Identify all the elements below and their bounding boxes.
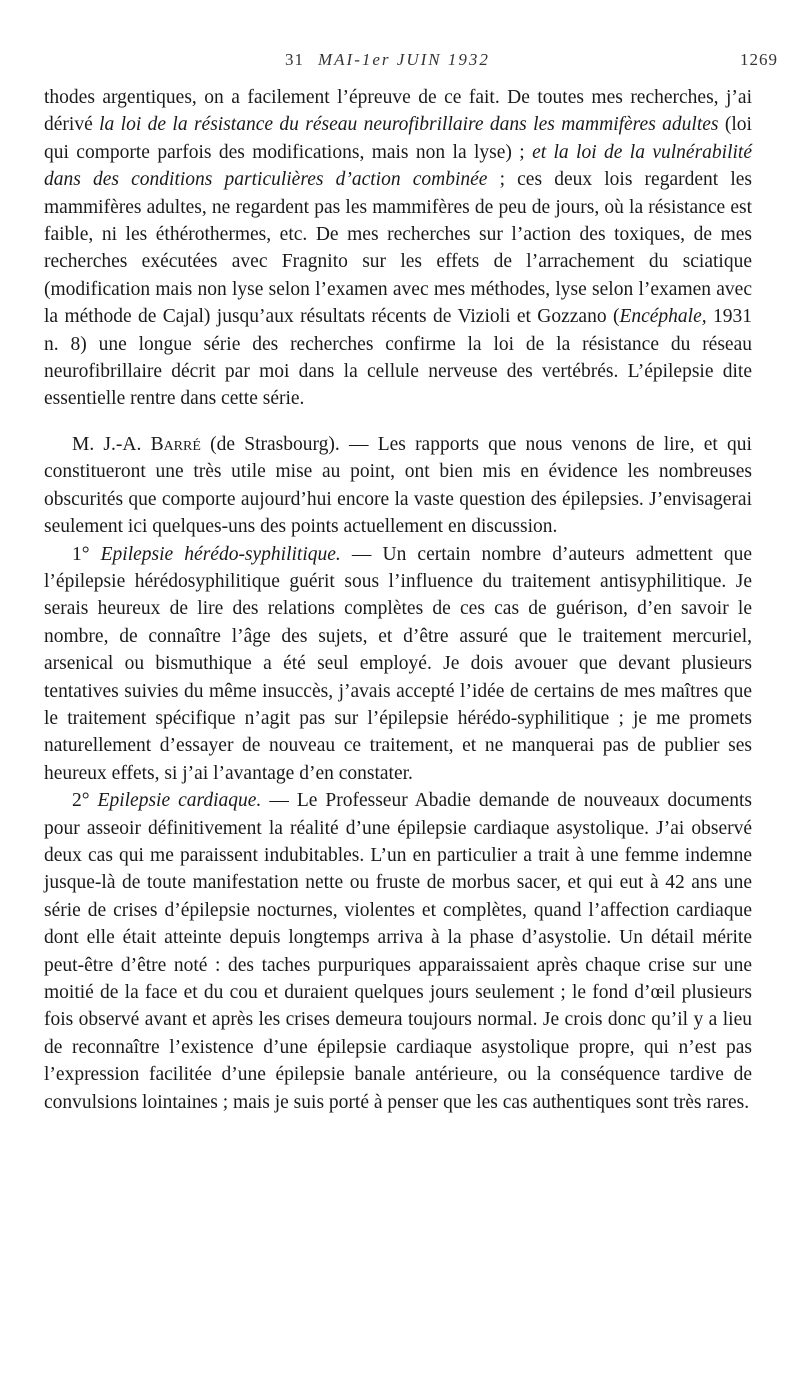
running-header bbox=[0, 50, 800, 74]
italic-run: la loi de la résistance du réseau neurofibrillaire dans les mammifères adultes bbox=[99, 114, 719, 136]
section-heading-italic: Epilepsie hérédo-syphilitique. bbox=[100, 543, 341, 565]
text-run: 1° bbox=[72, 543, 101, 565]
paragraph-barre bbox=[44, 431, 752, 541]
header-date: MAI-1er JUIN 1932 bbox=[318, 50, 490, 69]
text-run: (loi qui comporte parfois des modifications, mais non la lyse) ; bbox=[44, 114, 752, 163]
folio-number: 1269 bbox=[740, 50, 778, 69]
body-text bbox=[44, 84, 752, 1116]
author-name: Barré bbox=[150, 433, 201, 455]
text-run: — Un certain nombre d’auteurs admettent que l’épilepsie hérédosyphilitique guérit sous l’influence du traitement antisyphilitique. Je serais heureux de lire des relations complètes de ces cas de guérison, d’en savoir le nombre, de connaître l’âge des sujets, et d’être assuré que le traitement mercuriel, arsenical ou bismuthique a été seul employé. Je dois avouer que devant plusieurs tentatives suivies du même insuccès, j’avais accepté l’idée de certains de mes maîtres que le traitement spécifique n’agit pas sur l’épilepsie hérédo-syphilitique ; je me promets naturellement d’essayer de nouveau ce traitement, et ne manquerai pas de publier ses heureux effets, si j’ai l’avantage d’en constater. bbox=[44, 543, 752, 784]
text-run: (de Strasbourg). — Les rapports que nous venons de lire, et qui constitueront une très utile mise au point, ont bien mis en évidence les nombreuses obscurités que comporte aujourd’hui encore la vaste question des épilepsies. J’envisagerai seulement ici quelques-uns des points actuellement en discussion. bbox=[44, 433, 752, 538]
text-run: — Le Professeur Abadie demande de nouveaux documents pour asseoir définitivement la réalité d’une épilepsie cardiaque asystolique. J’ai observé deux cas qui me paraissent indubitables. L’un en particulier a trait à une femme indemne jusque-là de toute manifestation nette ou fruste de morbus sacer, et qui eut à 42 ans une série de crises d’épilepsie nocturnes, violentes et complètes, quand l’affection cardiaque dont elle était atteinte depuis longtemps arriva à la phase d’asystolie. Un détail mérite peut-être d’être noté : des taches purpuriques apparaissaient après chaque crise sur une moitié de la face et du cou et duraient quelques jours seulement ; le fond d’œil plusieurs fois observé avant et après les crises demeura toujours normal. Je crois donc qu’il y a lieu de reconnaître l’existence d’une épilepsie cardiaque asystolique propre, qui n’est pas l’expression facilitée d’une épilepsie banale antérieure, ou la conséquence tardive de convulsions lointaines ; mais je suis porté à penser que les cas authentiques sont très rares. bbox=[44, 790, 752, 1113]
text-run: thodes argentiques, on a facilement l’épreuve de ce fait. De toutes mes recherches, j’ai dérivé bbox=[44, 87, 752, 136]
text-run: 2° bbox=[72, 790, 98, 812]
header-page-number: 31 bbox=[285, 50, 304, 69]
italic-run: et la loi de la vulnérabilité dans des conditions particulières d’action combinée bbox=[44, 141, 752, 191]
paragraph-continued bbox=[44, 84, 752, 413]
section-heading-italic: Epilepsie cardiaque. bbox=[97, 790, 262, 812]
text-run: ; ces deux lois regardent les mammifères adultes, ne regardent pas les mammifères de peu de jours, où la résistance est faible, ni les éthérothermes, etc. De mes recherches sur l’action des toxiques, de mes recherches exécutées avec Fragnito sur les effets de l’arrachement du sciatique (modification mais non lyse selon l’examen avec mes méthodes, lyse selon l’examen avec la méthode de Cajal) jusqu’aux résultats récents de Vizioli et Gozzano ( bbox=[44, 169, 752, 328]
paragraph-cardiaque bbox=[44, 787, 752, 1116]
italic-run: Encéphale, bbox=[619, 306, 707, 328]
text-run: 1931 n. 8) une longue série des recherches confirme la loi de la résistance du réseau neurofibrillaire décrit par moi dans la cellule nerveuse des vertébrés. L’épilepsie dite essentielle rentre dans cette série. bbox=[44, 306, 753, 410]
paragraph-heredo-syphilitique bbox=[44, 541, 752, 788]
text-run: M. J.-A. bbox=[72, 433, 151, 455]
